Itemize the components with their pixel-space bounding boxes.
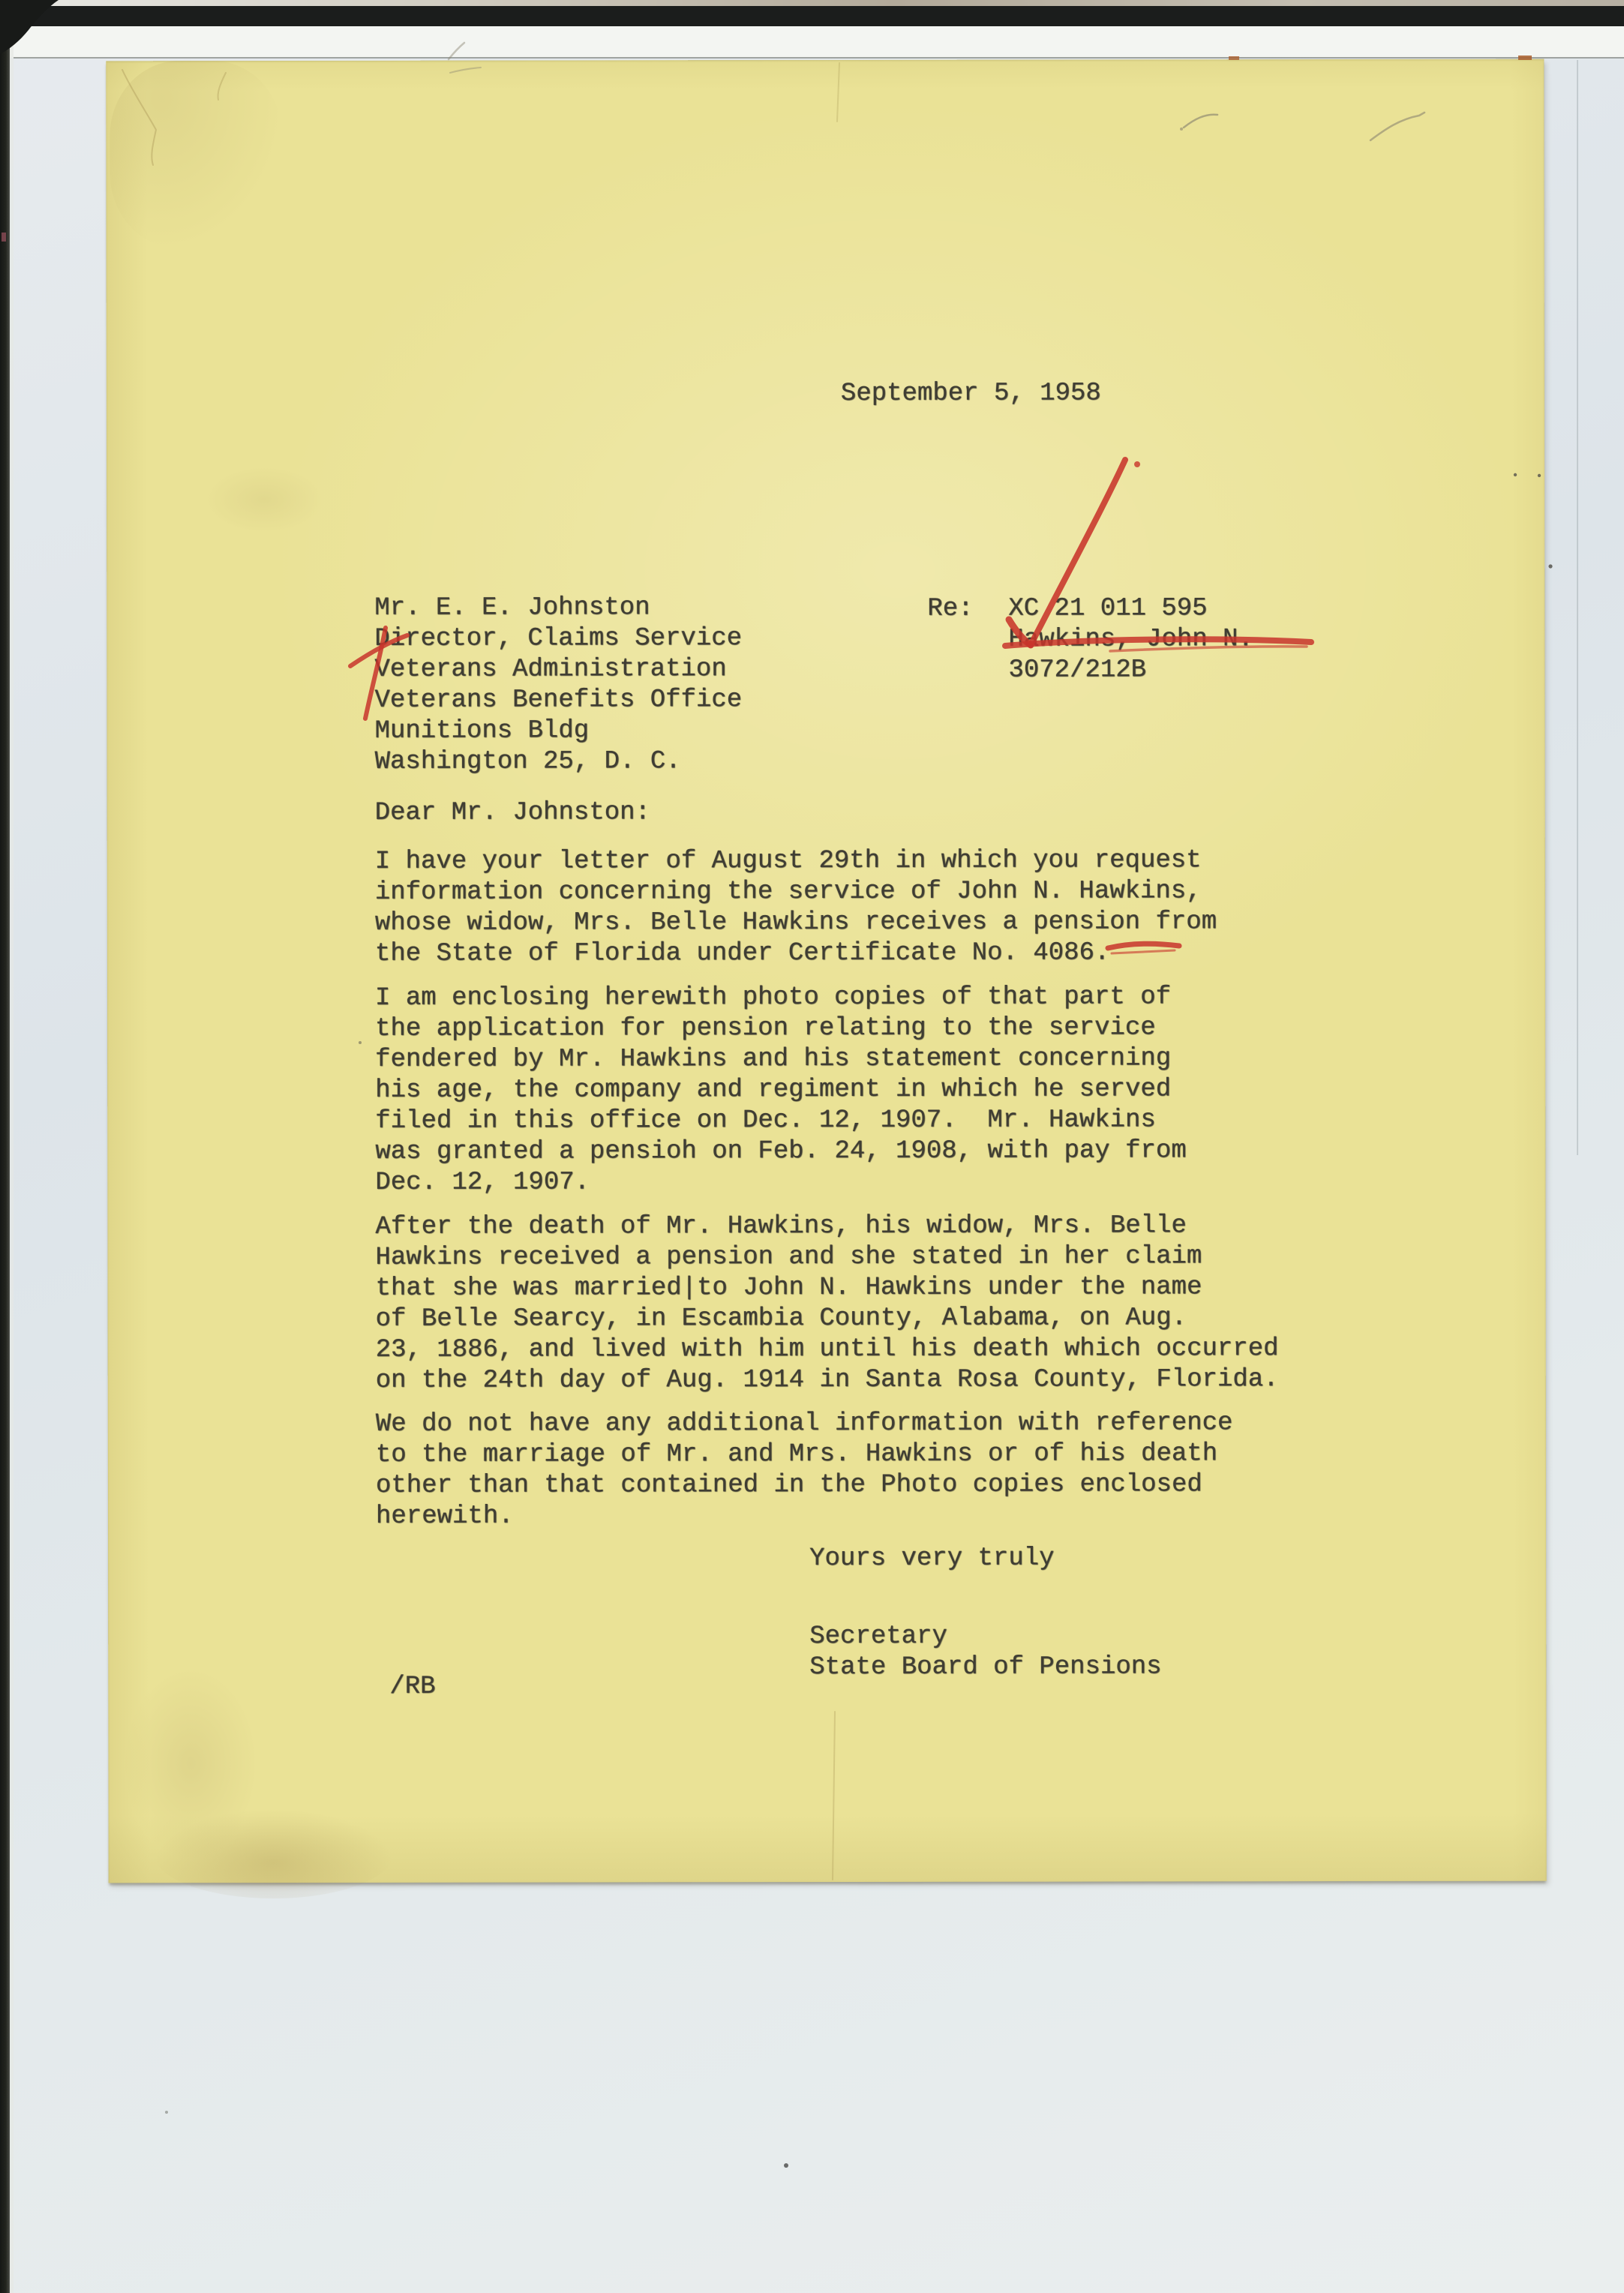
paper-stain — [154, 1808, 394, 1898]
typewritten-line: State Board of Pensions — [809, 1652, 1162, 1682]
typewritten-line: 23, 1886, and lived with him until his death which occurred — [375, 1334, 1279, 1364]
scanner-corner-shadow — [0, 0, 90, 90]
typist-initials: /RB — [389, 1672, 436, 1701]
paragraph-3 — [375, 1211, 1278, 1397]
typewritten-line: information concerning the service of John N. Hawkins, — [374, 877, 1202, 907]
typewritten-line: We do not have any additional information with reference — [375, 1409, 1233, 1439]
scanner-frame-band — [0, 6, 1624, 26]
typewritten-line: XC 21 011 595 — [1008, 594, 1208, 623]
typewritten-line: the application for pension relating to the service — [375, 1013, 1156, 1043]
reference-label: Re: — [927, 594, 974, 623]
scanner-white-strip — [0, 26, 1624, 58]
typewritten-line: the State of Florida under Certificate No. 4086. — [374, 938, 1110, 968]
typewritten-line: whose widow, Mrs. Belle Hawkins receives a pension from — [374, 908, 1217, 938]
closing: Yours very truly — [809, 1544, 1055, 1574]
typewritten-line: I have your letter of August 29th in which you request — [374, 846, 1202, 876]
signature-block — [809, 1621, 1161, 1683]
typewritten-line: his age, the company and regiment in which he served — [375, 1075, 1172, 1105]
paper-stain — [123, 1666, 258, 1861]
typewritten-line: Dec. 12, 1907. — [375, 1168, 590, 1197]
typewritten-line: other than that contained in the Photo copies enclosed — [375, 1470, 1202, 1500]
recipient-address-block — [374, 593, 742, 778]
paper-stain — [110, 61, 282, 248]
typewritten-line: Mr. E. E. Johnston — [374, 593, 650, 623]
typewritten-line: that she was married|to John N. Hawkins under the name — [375, 1273, 1202, 1303]
paper-stain — [204, 466, 324, 533]
letter-paper — [106, 59, 1546, 1883]
typewritten-line: Secretary — [809, 1622, 947, 1652]
typewritten-line: on the 24th day of Aug. 1914 in Santa Rosa County, Florida. — [375, 1365, 1279, 1395]
typewritten-line: Hawkins received a pension and she stated in her claim — [375, 1242, 1202, 1272]
scanner-left-edge-highlight — [10, 0, 14, 2293]
typewritten-line: filed in this office on Dec. 12, 1907. Mr. Hawkins — [375, 1106, 1156, 1136]
typewritten-line: After the death of Mr. Hawkins, his widow, Mrs. Belle — [375, 1211, 1187, 1241]
paragraph-4 — [376, 1408, 1233, 1532]
typewritten-line: fendered by Mr. Hawkins and his statement concerning — [375, 1044, 1172, 1074]
typewritten-line: of Belle Searcy, in Escambia County, Alabama, on Aug. — [375, 1304, 1187, 1334]
typewritten-line: 3072/212B — [1008, 656, 1147, 685]
salutation: Dear Mr. Johnston: — [374, 798, 650, 827]
paragraph-1 — [375, 845, 1217, 970]
typewritten-line: herewith. — [375, 1502, 514, 1531]
typewritten-line: Director, Claims Service — [374, 624, 743, 653]
typewritten-line: Washington 25, D. C. — [374, 747, 681, 776]
typewritten-line: Munitions Bldg — [374, 716, 590, 746]
scanner-seam-line — [14, 57, 1624, 59]
typewritten-line: Veterans Administration — [374, 655, 727, 684]
typewritten-line: Hawkins, John N. — [1008, 625, 1253, 654]
scanner-left-edge — [0, 0, 10, 2293]
paragraph-2 — [375, 982, 1187, 1199]
reference-block — [1008, 593, 1253, 686]
typewritten-line: I am enclosing herewith photo copies of that part of — [375, 983, 1172, 1013]
letter-date: September 5, 1958 — [840, 379, 1101, 408]
typewritten-line: Veterans Benefits Office — [374, 686, 743, 715]
typewritten-line: was granted a pensioh on Feb. 24, 1908, with pay from — [375, 1136, 1187, 1166]
typewritten-line: to the marriage of Mr. and Mrs. Hawkins or of his death — [375, 1439, 1218, 1469]
